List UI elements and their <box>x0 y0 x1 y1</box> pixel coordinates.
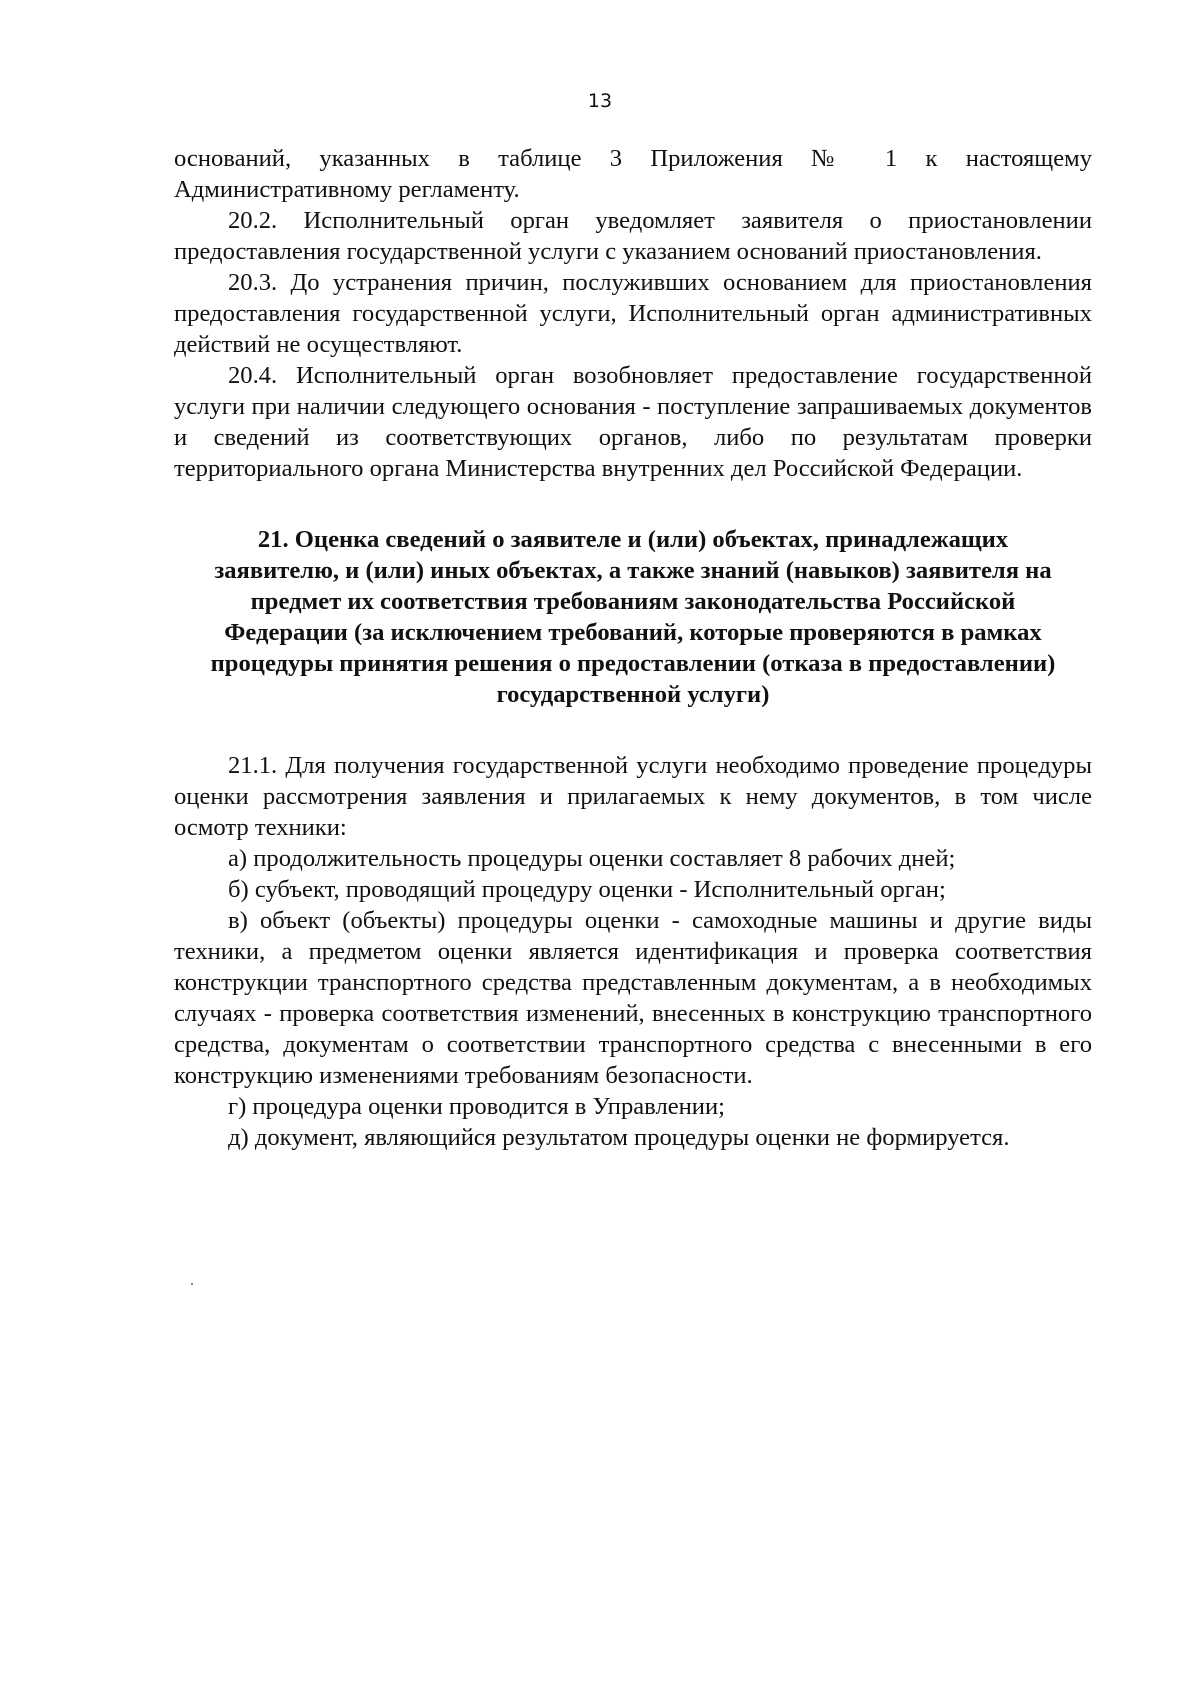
section-heading-21: 21. Оценка сведений о заявителе и (или) объектах, принадлежащих заявителю, и (или) иных объектах, а также знаний (навыков) заявителя на предмет их соответствия требованиям законодательства Российской Федерации (за исключением требований, которые проверяются в рамках процедуры принятия решения о предоставлении (отказа в предоставлении) государственной услуги) <box>210 526 1056 708</box>
paragraph-21-1: 21.1. Для получения государственной услуги необходимо проведение процедуры оценки рассмотрения заявления и прилагаемых к нему документов, в том числе осмотр техники: <box>174 752 1092 841</box>
scan-speck <box>191 1283 193 1285</box>
page-number: 13 <box>587 90 613 112</box>
list-item-a: а) продолжительность процедуры оценки составляет 8 рабочих дней; <box>228 845 956 872</box>
list-item-b: б) субъект, проводящий процедуру оценки - Исполнительный орган; <box>228 876 946 903</box>
list-item-g: г) процедура оценки проводится в Управлении; <box>228 1093 725 1120</box>
paragraph-20-3: 20.3. До устранения причин, послуживших основанием для приостановления предоставления государственной услуги, Исполнительный орган административных действий не осуществляют. <box>174 269 1092 358</box>
document-body <box>174 143 1092 1153</box>
list-item-v: в) объект (объекты) процедуры оценки - самоходные машины и другие виды техники, а предметом оценки является идентификация и проверка соответствия конструкции транспортного средства представленным документам, а в необходимых случаях - проверка соответствия изменений, внесенных в конструкцию транспортного средства, документам о соответствии транспортного средства с внесенными в его конструкцию изменениями требованиям безопасности. <box>174 907 1092 1089</box>
list-item-d: д) документ, являющийся результатом процедуры оценки не формируется. <box>228 1124 1010 1151</box>
paragraph-20-4: 20.4. Исполнительный орган возобновляет предоставление государственной услуги при наличии следующего основания - поступление запрашиваемых документов и сведений из соответствующих органов, либо по результатам проверки территориального органа Министерства внутренних дел Российской Федерации. <box>174 362 1092 482</box>
paragraph-20-2: 20.2. Исполнительный орган уведомляет заявителя о приостановлении предоставления государственной услуги с указанием оснований приостановления. <box>174 207 1092 265</box>
paragraph-continuation: оснований, указанных в таблице 3 Приложения № 1 к настоящему Административному регламенту. <box>174 145 1092 203</box>
